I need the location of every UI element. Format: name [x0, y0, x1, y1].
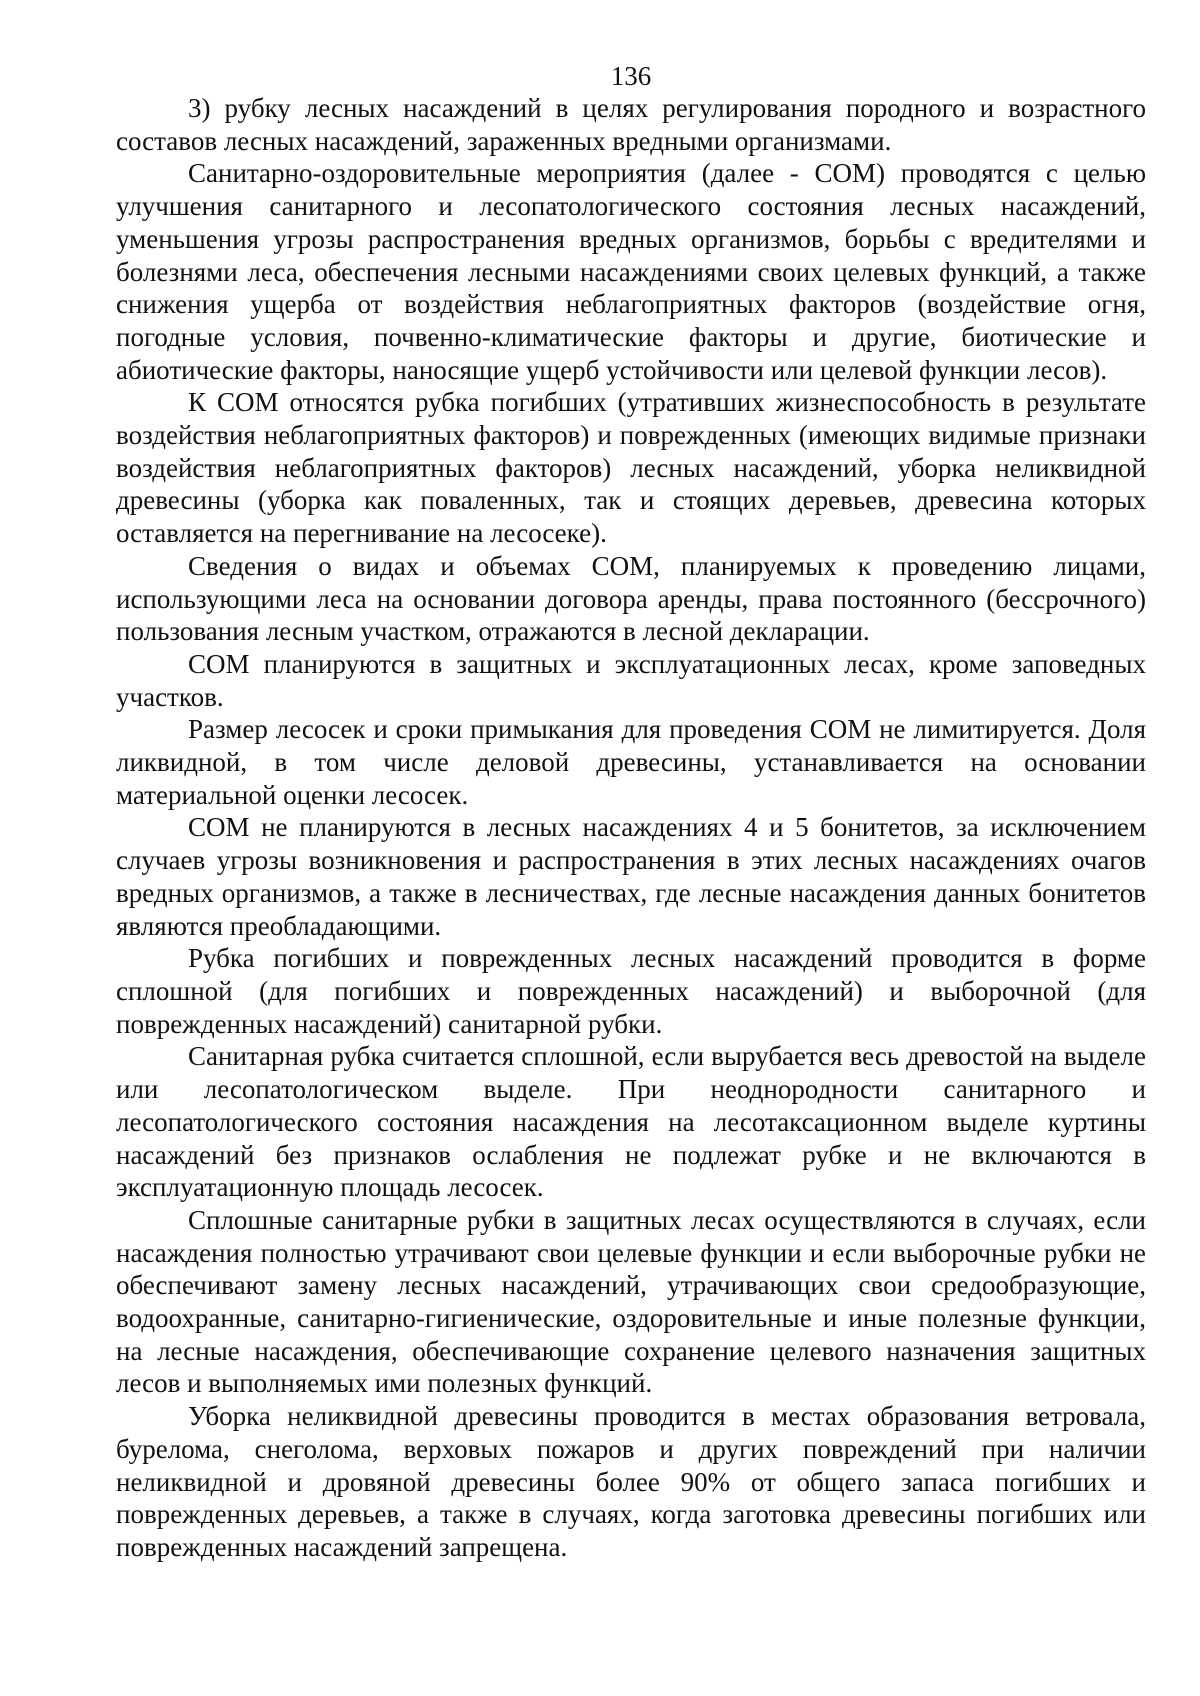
paragraph: СОМ планируются в защитных и эксплуатационных лесах, кроме заповедных участков.	[116, 648, 1146, 712]
paragraph: 3) рубку лесных насаждений в целях регулирования породного и возрастного составов лесных насаждений, зараженных вредными организмами.	[116, 93, 1146, 156]
paragraph: К СОМ относятся рубка погибших (утративших жизнеспособность в результате воздействия неблагоприятных факторов) и поврежденных (имеющих видимые признаки воздействия неблагоприятных факторов) лесных насаждений, уборка неликвидной древесины (уборка как поваленных, так и стоящих деревьев, древесина которых оставляется на перегнивание на лесосеке).	[116, 387, 1146, 549]
paragraph: Санитарная рубка считается сплошной, если вырубается весь древостой на выделе или лесопатологическом выделе. При неоднородности санитарного и лесопатологического состояния насаждения на лесотаксационном выделе куртины насаждений без признаков ослабления не подлежат рубке и не включаются в эксплуатационную площадь лесосек.	[116, 1041, 1146, 1203]
paragraph: Сплошные санитарные рубки в защитных лесах осуществляются в случаях, если насаждения полностью утрачивают свои целевые функции и если выборочные рубки не обеспечивают замену лесных насаждений, утрачивающих свои средообразующие, водоохранные, санитарно-гигиенические, оздоровительные и иные полезные функции, на лесные насаждения, обеспечивающие сохранение целевого назначения защитных лесов и выполняемых ими полезных функций.	[116, 1204, 1146, 1399]
page-number: 136	[610, 61, 652, 91]
paragraph: Санитарно-оздоровительные мероприятия (далее - СОМ) проводятся с целью улучшения санитарного и лесопатологического состояния лесных насаждений, уменьшения угрозы распространения вредных организмов, борьбы с вредителями и болезнями леса, обеспечения лесными насаждениями своих целевых функций, а также снижения ущерба от воздействия неблагоприятных факторов (воздействие огня, погодные условия, почвенно-климатические факторы и другие, биотические и абиотические факторы, наносящие ущерб устойчивости или целевой функции лесов).	[116, 158, 1146, 385]
document-page	[116, 60, 1146, 1564]
paragraph: Рубка погибших и поврежденных лесных насаждений проводится в форме сплошной (для погибших и поврежденных насаждений) и выборочной (для поврежденных насаждений) санитарной рубки.	[116, 943, 1146, 1039]
paragraph: СОМ не планируются в лесных насаждениях 4 и 5 бонитетов, за исключением случаев угрозы возникновения и распространения в этих лесных насаждениях очагов вредных организмов, а также в лесничествах, где лесные насаждения данных бонитетов являются преобладающими.	[116, 812, 1146, 941]
paragraph: Уборка неликвидной древесины проводится в местах образования ветровала, бурелома, снеголома, верховых пожаров и других повреждений при наличии неликвидной и дровяной древесины более 90% от общего запаса погибших и поврежденных деревьев, а также в случаях, когда заготовка древесины погибших или поврежденных насаждений запрещена.	[116, 1401, 1146, 1562]
paragraph: Размер лесосек и сроки примыкания для проведения СОМ не лимитируется. Доля ликвидной, в том числе деловой древесины, устанавливается на основании материальной оценки лесосек.	[116, 714, 1146, 810]
paragraph: Сведения о видах и объемах СОМ, планируемых к проведению лицами, использующими леса на основании договора аренды, права постоянного (бессрочного) пользования лесным участком, отражаются в лесной декларации.	[116, 550, 1146, 647]
